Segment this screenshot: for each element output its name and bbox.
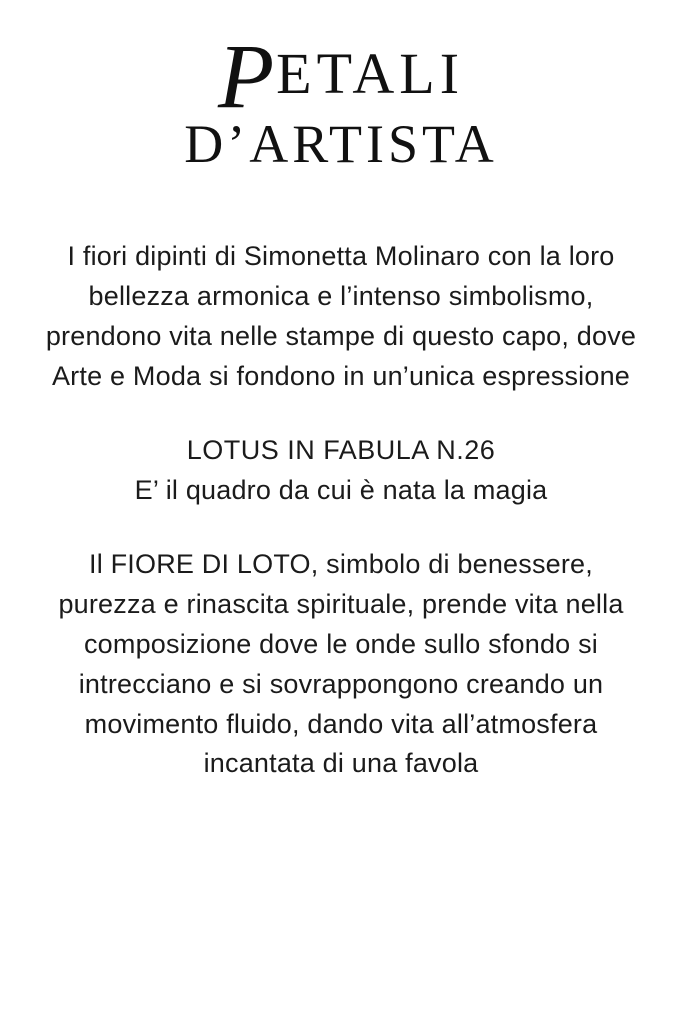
description-paragraph: Il FIORE DI LOTO, simbolo di benessere, purezza e rinascita spirituale, prende vita nella composizione dove le onde sullo sfondo si intrecciano e si sovrappongono creando un movimento fluido, dando vita all’atmosfera incantata di una favola	[58, 548, 624, 779]
masthead-word-petali: ETALI	[276, 41, 465, 106]
intro-paragraph: I fiori dipinti di Simonetta Molinaro con la loro bellezza armonica e l’intenso simbolismo, prendono vita nelle stampe di questo capo, dove Arte e Moda si fondono in un’unica espressione	[45, 241, 637, 391]
masthead-dropcap: P	[217, 25, 275, 127]
brand-masthead	[184, 25, 498, 174]
artwork-title: LOTUS IN FABULA N.26	[186, 434, 496, 465]
masthead-line-two: D’ARTISTA	[184, 114, 498, 174]
body-copy	[41, 237, 641, 784]
masthead-line-one	[184, 25, 497, 127]
artwork-subtitle: E’ il quadro da cui è nata la magia	[134, 474, 548, 505]
